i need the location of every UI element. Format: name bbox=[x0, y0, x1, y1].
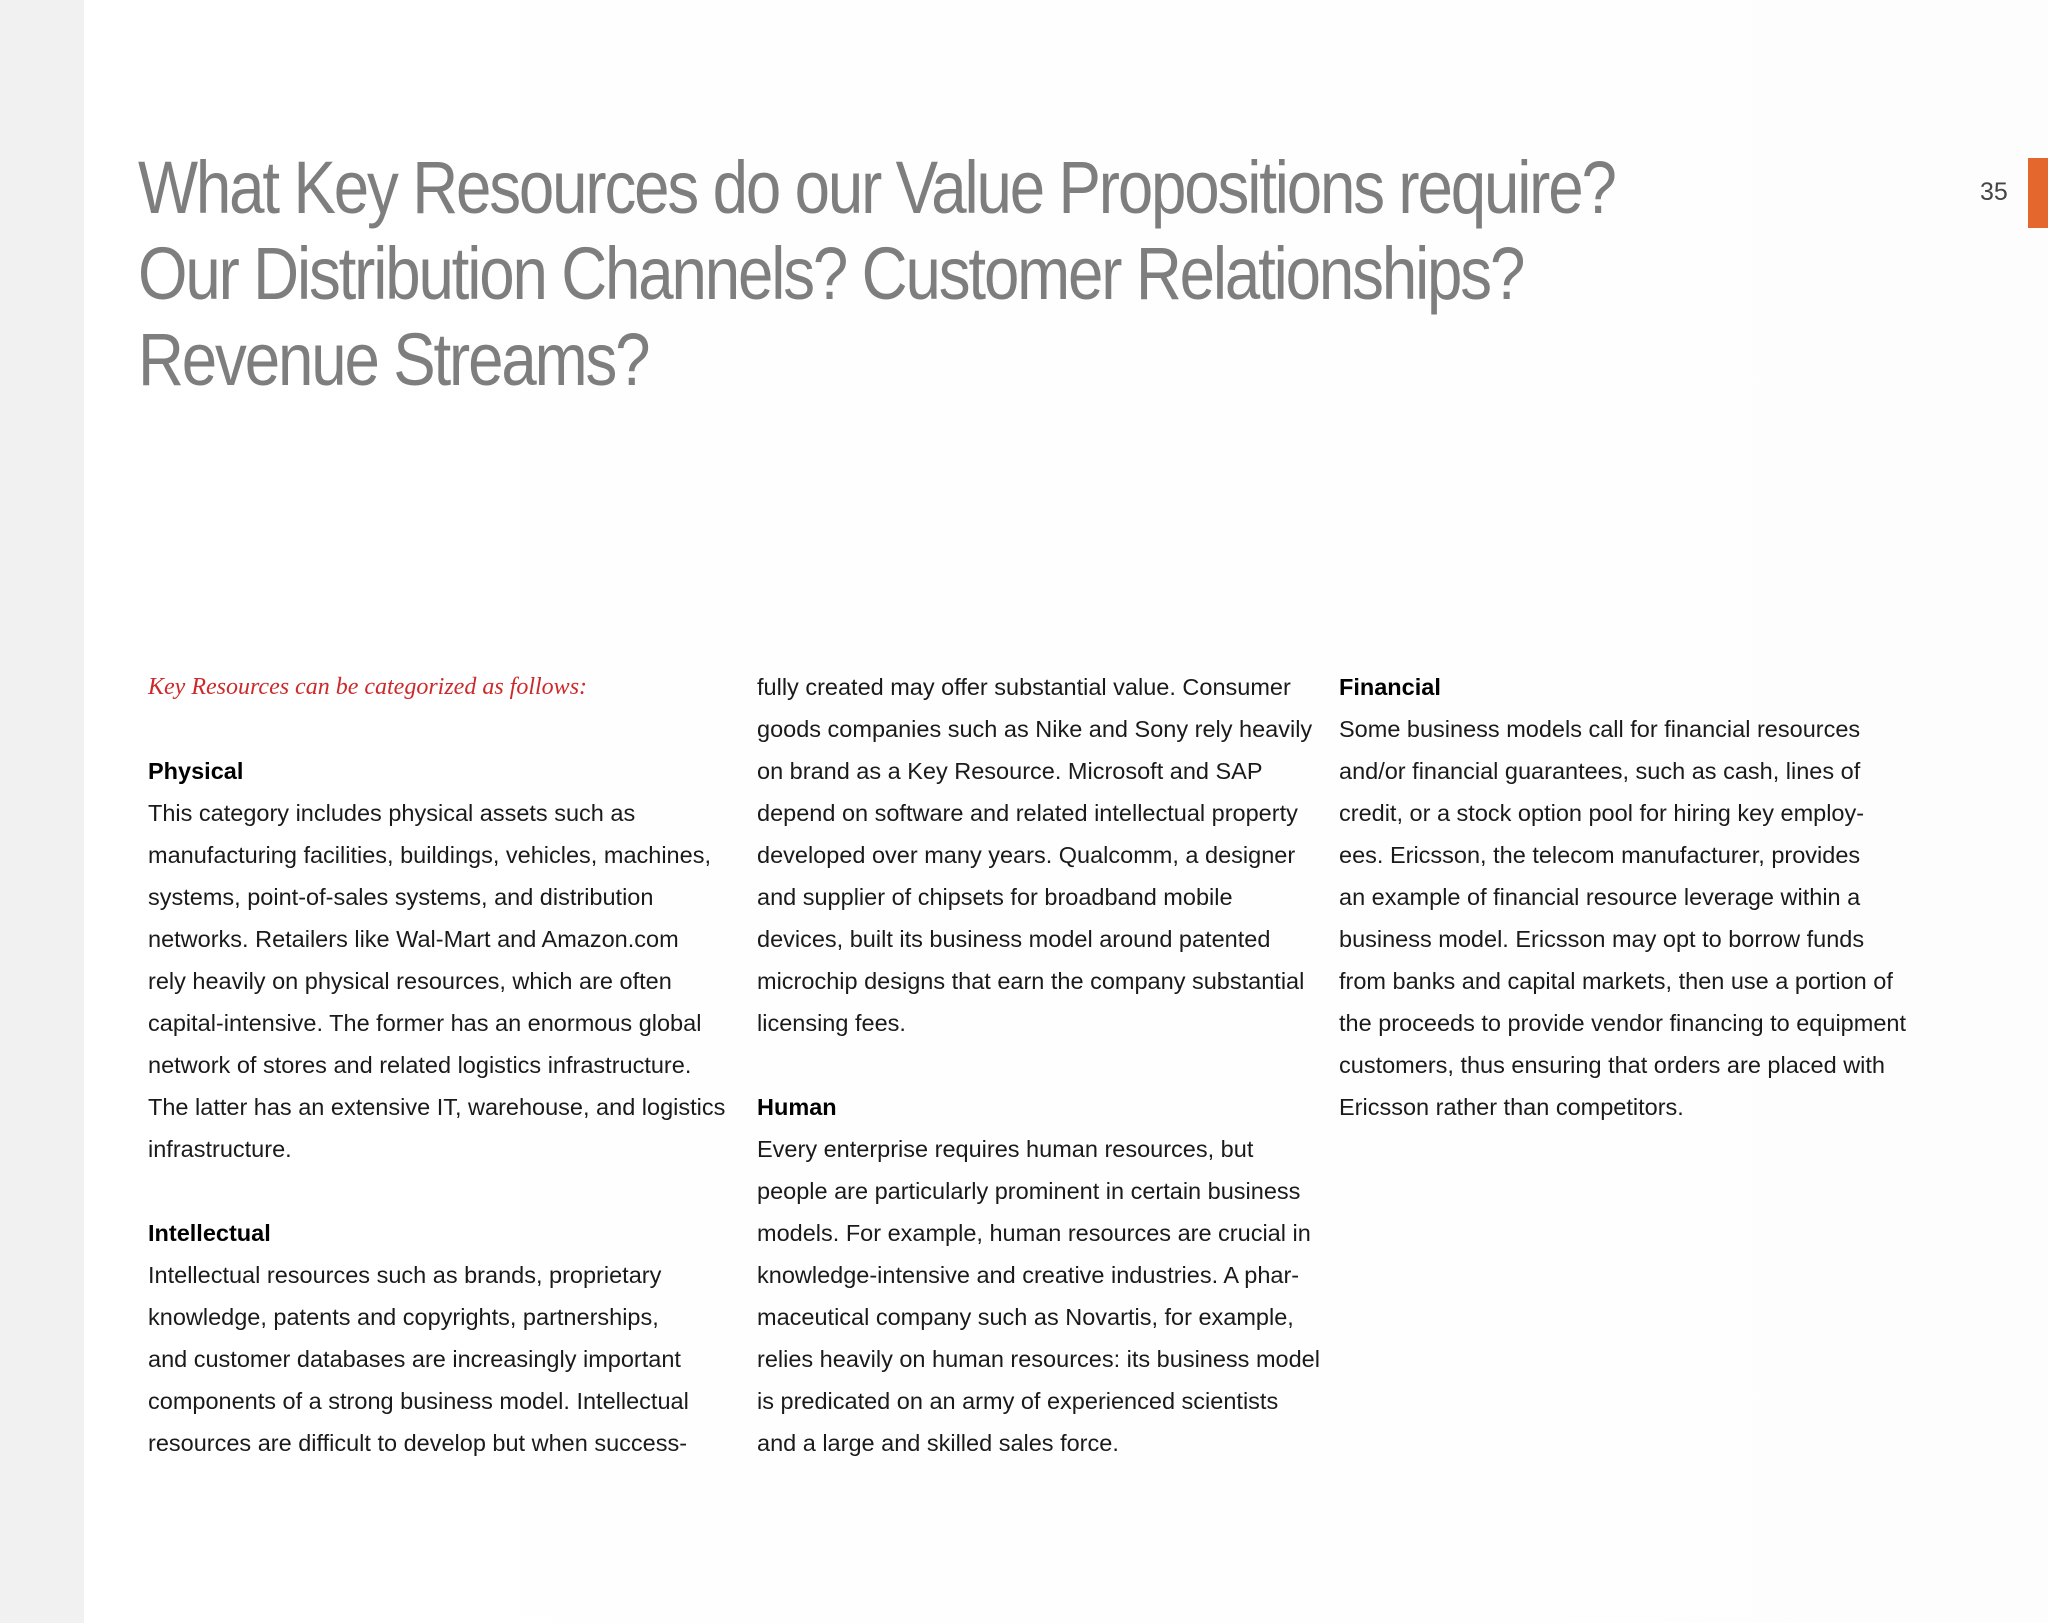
title-line: Revenue Streams? bbox=[138, 318, 649, 401]
body-line: is predicated on an army of experienced scientists bbox=[757, 1388, 1279, 1414]
body-line: relies heavily on human resources: its business model bbox=[757, 1346, 1320, 1372]
section-heading-human: Human bbox=[757, 1094, 837, 1120]
text-column-3 bbox=[1339, 666, 1929, 1128]
body-line: depend on software and related intellectual property bbox=[757, 800, 1298, 826]
page-number: 35 bbox=[1980, 178, 2008, 206]
body-line: network of stores and related logistics infrastructure. bbox=[148, 1052, 692, 1078]
body-line: developed over many years. Qualcomm, a designer bbox=[757, 842, 1296, 868]
body-line: knowledge, patents and copyrights, partnerships, bbox=[148, 1304, 659, 1330]
body-line: people are particularly prominent in certain business bbox=[757, 1178, 1301, 1204]
body-line: rely heavily on physical resources, which are often bbox=[148, 968, 672, 994]
section-heading-intellectual: Intellectual bbox=[148, 1220, 271, 1246]
body-line: systems, point-of-sales systems, and distribution bbox=[148, 884, 654, 910]
body-line: ees. Ericsson, the telecom manufacturer, provides bbox=[1339, 842, 1861, 868]
section-heading-physical: Physical bbox=[148, 758, 244, 784]
body-line: knowledge-intensive and creative industries. A phar- bbox=[757, 1262, 1300, 1288]
page-tab-marker bbox=[2028, 158, 2048, 228]
body-line: and a large and skilled sales force. bbox=[757, 1430, 1119, 1456]
text-column-2 bbox=[757, 666, 1320, 1464]
section-heading-financial: Financial bbox=[1339, 674, 1441, 700]
page-title bbox=[138, 145, 1615, 403]
body-line: customers, thus ensuring that orders are placed with bbox=[1339, 1052, 1885, 1078]
body-line: Some business models call for financial resources bbox=[1339, 716, 1861, 742]
body-line: and supplier of chipsets for broadband mobile bbox=[757, 884, 1233, 910]
body-line: maceutical company such as Novartis, for example, bbox=[757, 1304, 1294, 1330]
body-line: models. For example, human resources are crucial in bbox=[757, 1220, 1311, 1246]
body-line: the proceeds to provide vendor financing to equipment bbox=[1339, 1010, 1906, 1036]
body-line: from banks and capital markets, then use a portion of bbox=[1339, 968, 1893, 994]
body-line: an example of financial resource leverage within a bbox=[1339, 884, 1861, 910]
body-line: components of a strong business model. Intellectual bbox=[148, 1388, 689, 1414]
body-line: on brand as a Key Resource. Microsoft and SAP bbox=[757, 758, 1263, 784]
intro-text: Key Resources can be categorized as follows: bbox=[148, 674, 588, 700]
body-line: capital-intensive. The former has an enormous global bbox=[148, 1010, 702, 1036]
body-line: and/or financial guarantees, such as cash, lines of bbox=[1339, 758, 1861, 784]
body-line: credit, or a stock option pool for hiring key employ- bbox=[1339, 800, 1865, 826]
body-line: devices, built its business model around patented bbox=[757, 926, 1271, 952]
body-line: infrastructure. bbox=[148, 1136, 292, 1162]
page-gutter bbox=[0, 0, 84, 1623]
body-line: manufacturing facilities, buildings, vehicles, machines, bbox=[148, 842, 711, 868]
body-line: resources are difficult to develop but when success- bbox=[148, 1430, 688, 1456]
body-line: and customer databases are increasingly important bbox=[148, 1346, 681, 1372]
title-line: Our Distribution Channels? Customer Relationships? bbox=[138, 232, 1524, 315]
body-line: The latter has an extensive IT, warehouse, and logistics bbox=[148, 1094, 726, 1120]
body-line: business model. Ericsson may opt to borrow funds bbox=[1339, 926, 1865, 952]
body-line: This category includes physical assets such as bbox=[148, 800, 636, 826]
text-column-1 bbox=[148, 666, 726, 1464]
body-line: microchip designs that earn the company substantial bbox=[757, 968, 1305, 994]
body-line: licensing fees. bbox=[757, 1010, 906, 1036]
body-line: Every enterprise requires human resources, but bbox=[757, 1136, 1254, 1162]
body-line: goods companies such as Nike and Sony rely heavily bbox=[757, 716, 1313, 742]
body-line: Intellectual resources such as brands, proprietary bbox=[148, 1262, 662, 1288]
body-line: networks. Retailers like Wal-Mart and Amazon.com bbox=[148, 926, 679, 952]
body-line: Ericsson rather than competitors. bbox=[1339, 1094, 1684, 1120]
title-line: What Key Resources do our Value Propositions require? bbox=[138, 146, 1615, 229]
body-line: fully created may offer substantial value. Consumer bbox=[757, 674, 1291, 700]
